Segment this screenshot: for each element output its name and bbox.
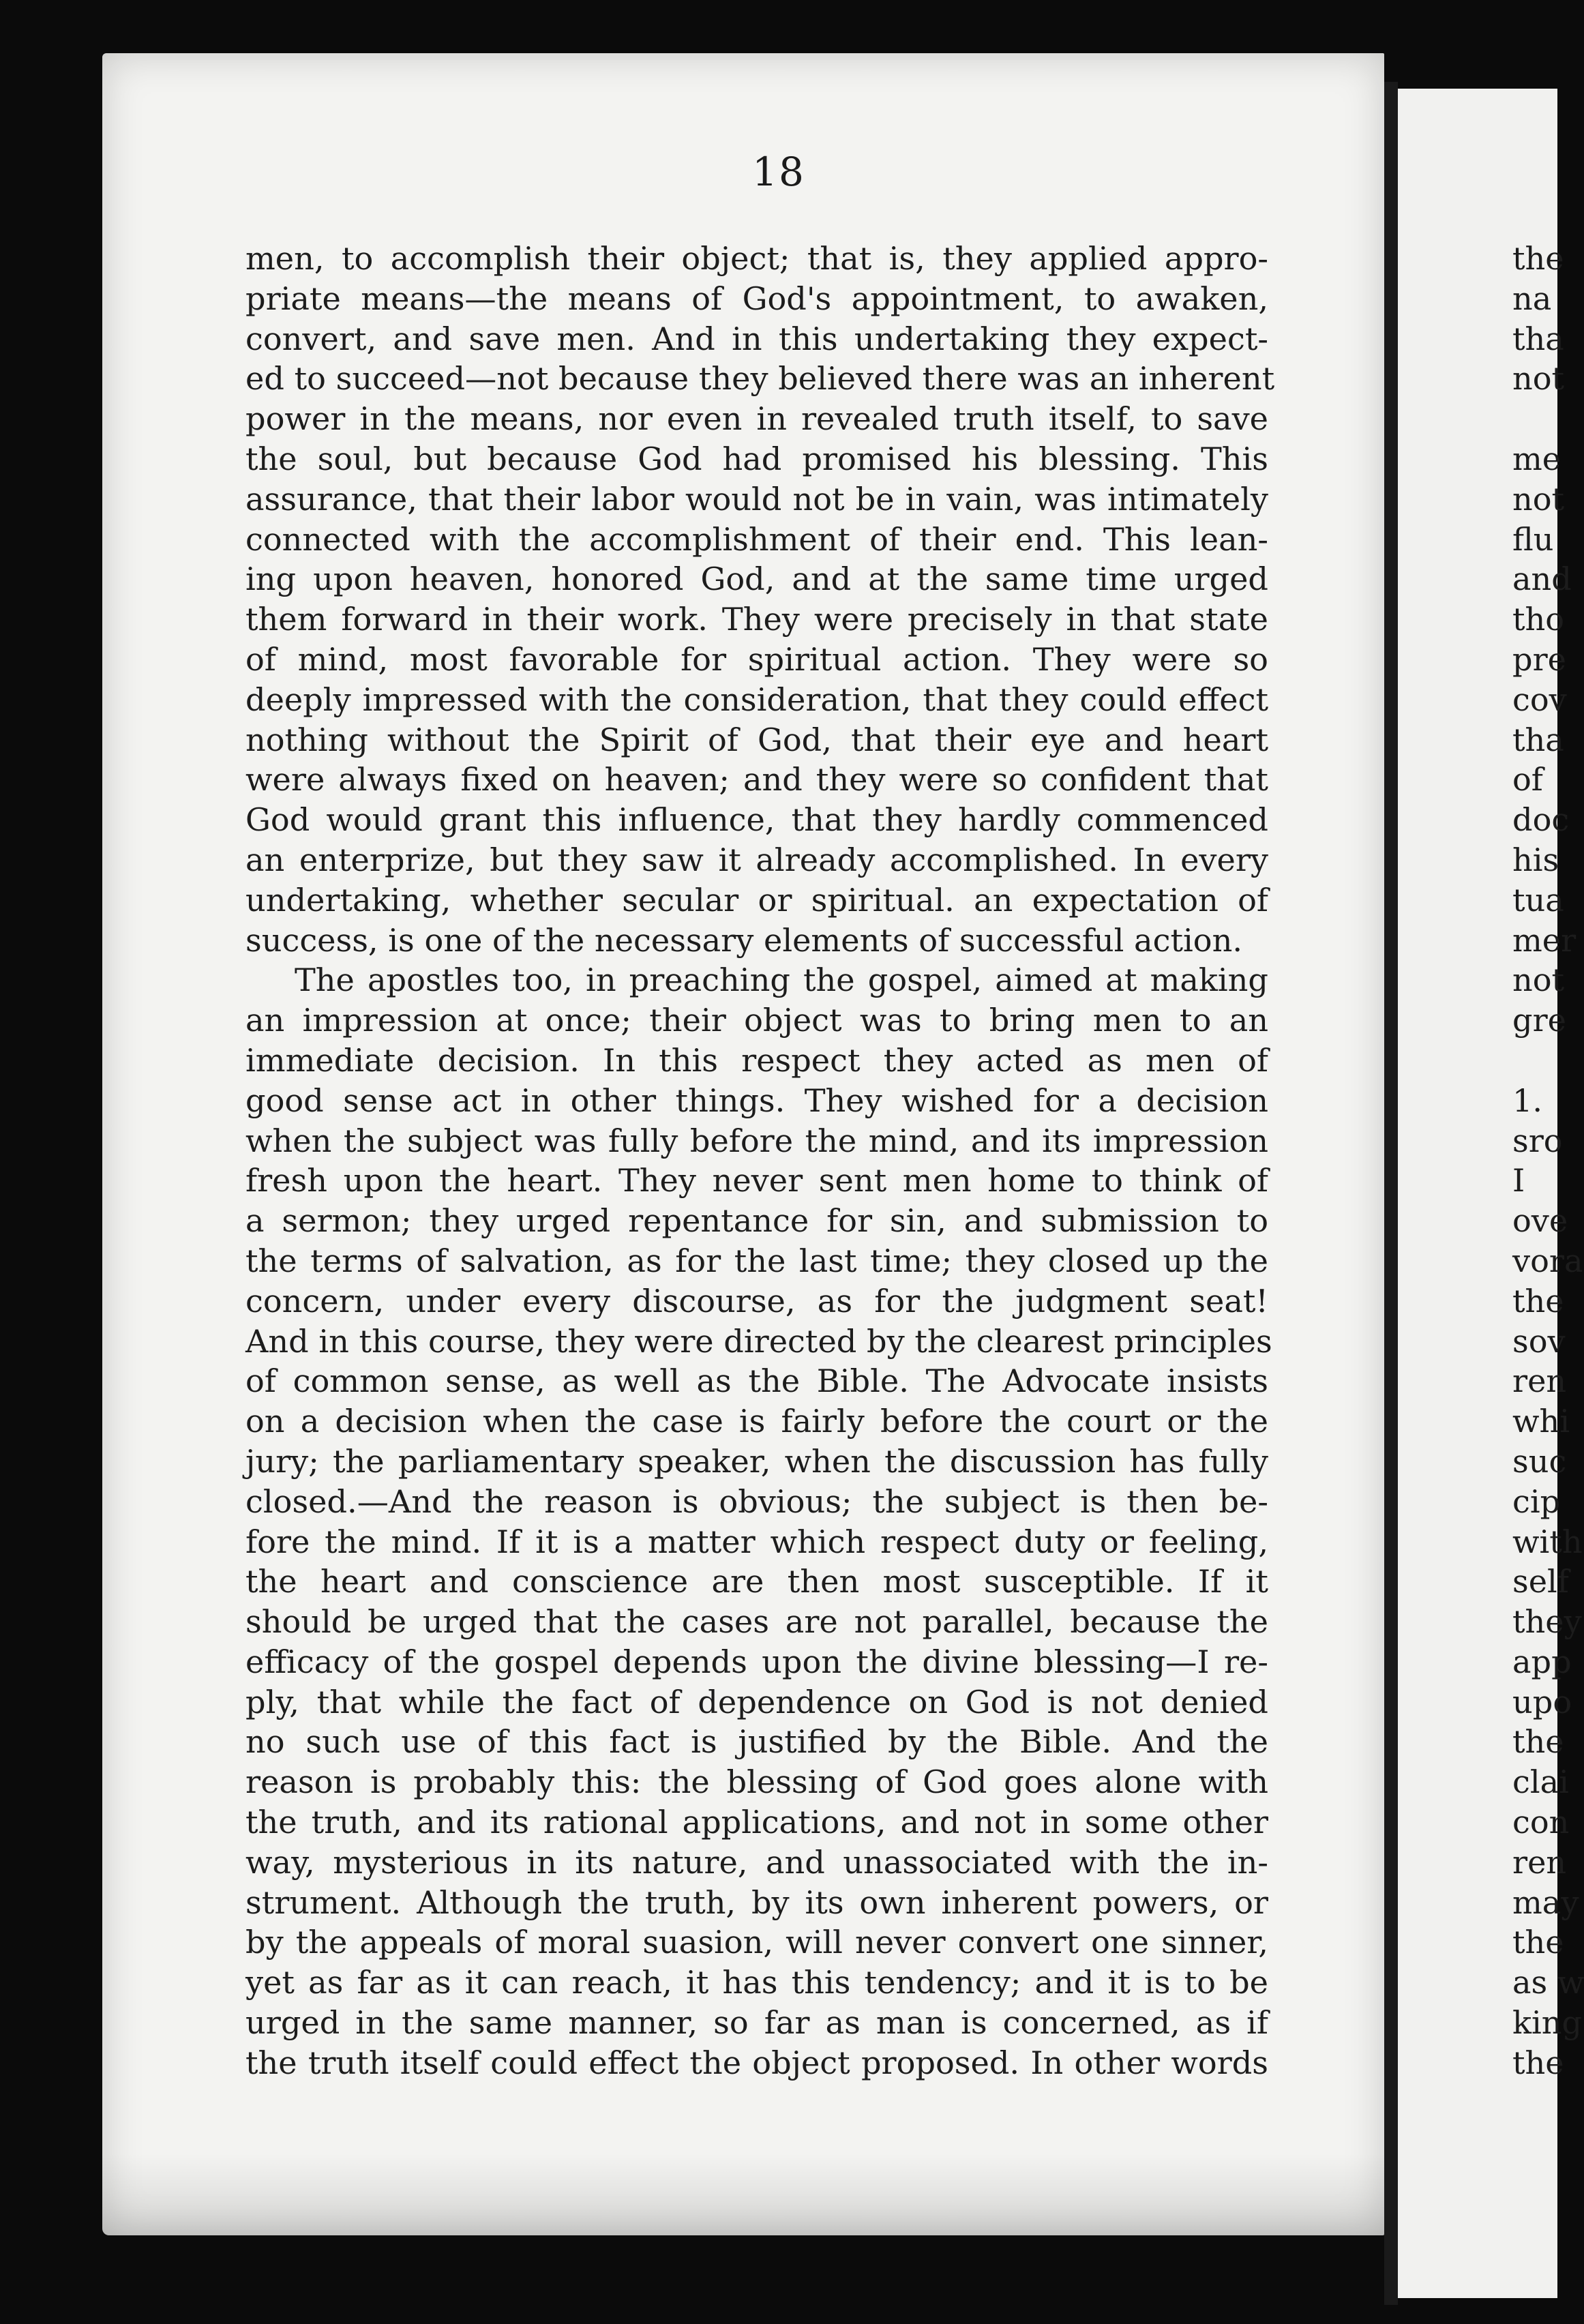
text-line: the truth, and its rational applications, and not in some other bbox=[245, 1804, 1268, 1841]
book-gutter bbox=[1384, 82, 1398, 2305]
text-line: closed.—And the reason is obvious; the subject is then be- bbox=[245, 1483, 1268, 1520]
text-line: way, mysterious in its nature, and unassociated with the in- bbox=[245, 1843, 1268, 1881]
text-line: efficacy of the gospel depends upon the divine blessing—I re- bbox=[245, 1643, 1268, 1680]
text-line: yet as far as it can reach, it has this tendency; and it is to be bbox=[245, 1964, 1268, 2001]
text-line: the terms of salvation, as for the last time; they closed up the bbox=[245, 1242, 1268, 1279]
right-page-fragment: self bbox=[1512, 1563, 1569, 1600]
text-line: convert, and save men. And in this undertaking they expect- bbox=[245, 320, 1268, 357]
text-line: fore the mind. If it is a matter which respect duty or feeling, bbox=[245, 1523, 1268, 1560]
text-line: priate means—the means of God's appointment, to awaken, bbox=[245, 280, 1268, 317]
right-page-fragment: of bbox=[1512, 761, 1543, 799]
text-line: ing upon heaven, honored God, and at the same time urged bbox=[245, 561, 1268, 598]
text-line: the soul, but because God had promised his blessing. This bbox=[245, 440, 1268, 477]
text-line: a sermon; they urged repentance for sin, and submission to bbox=[245, 1202, 1268, 1240]
right-page-fragment: cov bbox=[1512, 681, 1567, 718]
text-line: fresh upon the heart. They never sent men home to think of bbox=[245, 1162, 1268, 1200]
text-line: them forward in their work. They were precisely in that state bbox=[245, 601, 1268, 638]
right-page-fragment: me bbox=[1512, 440, 1561, 477]
text-line: connected with the accomplishment of their end. This lean- bbox=[245, 520, 1268, 558]
text-line: And in this course, they were directed by the clearest principles bbox=[245, 1322, 1272, 1360]
text-line: men, to accomplish their object; that is, they applied appro- bbox=[245, 240, 1268, 277]
right-page-fragment: tua bbox=[1512, 881, 1564, 919]
text-line: assurance, that their labor would not be in vain, was intimately bbox=[245, 480, 1268, 518]
right-page-fragment: the bbox=[1512, 240, 1564, 277]
right-page-fragment: sov bbox=[1512, 1322, 1566, 1360]
text-line: God would grant this influence, that they hardly commenced bbox=[245, 801, 1268, 839]
text-line: good sense act in other things. They wished for a decision bbox=[245, 1082, 1268, 1119]
text-line: success, is one of the necessary elements of successful action. bbox=[245, 921, 1243, 959]
right-page-fragment: 1. bbox=[1512, 1082, 1543, 1119]
right-page-fragment: may bbox=[1512, 1883, 1579, 1921]
right-page-fragment: ove bbox=[1512, 1202, 1568, 1240]
text-line: on a decision when the case is fairly before the court or the bbox=[245, 1403, 1268, 1440]
right-page-fragment: pre bbox=[1512, 640, 1566, 678]
text-line: concern, under every discourse, as for the judgment seat! bbox=[245, 1282, 1268, 1320]
right-page-fragment: ren bbox=[1512, 1843, 1567, 1881]
text-line: undertaking, whether secular or spiritual. an expectation of bbox=[245, 881, 1268, 919]
text-line: The apostles too, in preaching the gospel, aimed at making bbox=[295, 962, 1268, 999]
right-page-fragment: the bbox=[1512, 1924, 1564, 1961]
text-line: ply, that while the fact of dependence on God is not denied bbox=[245, 1683, 1268, 1720]
right-page-fragment: cip bbox=[1512, 1483, 1561, 1520]
text-line: immediate decision. In this respect they acted as men of bbox=[245, 1041, 1268, 1079]
text-line: ed to succeed—not because they believed there was an inherent bbox=[245, 360, 1275, 398]
right-page-fragment: mer bbox=[1512, 921, 1576, 959]
text-line: no such use of this fact is justified by the Bible. And the bbox=[245, 1723, 1268, 1761]
text-line: power in the means, nor even in revealed truth itself, to save bbox=[245, 400, 1268, 438]
right-page-fragment: tha bbox=[1512, 721, 1564, 758]
text-line: were always fixed on heaven; and they were so confident that bbox=[245, 761, 1268, 799]
right-page-fragment: as w bbox=[1512, 1964, 1584, 2001]
right-page-text-fragments bbox=[1512, 239, 1584, 2083]
right-page-fragment: not bbox=[1512, 360, 1565, 398]
right-page-fragment: ren bbox=[1512, 1362, 1567, 1400]
right-page-fragment: with bbox=[1512, 1523, 1583, 1560]
right-page-fragment: not bbox=[1512, 962, 1565, 999]
text-line: should be urged that the cases are not parallel, because the bbox=[245, 1603, 1268, 1641]
right-page-fragment: vora bbox=[1512, 1242, 1583, 1279]
right-page-fragment: doc bbox=[1512, 801, 1570, 839]
right-page-fragment: app bbox=[1512, 1643, 1572, 1680]
text-line: urged in the same manner, so far as man is concerned, as if bbox=[245, 2004, 1268, 2042]
right-page-fragment: whi bbox=[1512, 1403, 1570, 1440]
text-line: an enterprize, but they saw it already accomplished. In every bbox=[245, 841, 1268, 878]
right-page-fragment: the bbox=[1512, 1723, 1564, 1761]
text-line: reason is probably this: the blessing of God goes alone with bbox=[245, 1763, 1268, 1801]
right-page-fragment: con bbox=[1512, 1804, 1570, 1841]
right-page-fragment: king bbox=[1512, 2004, 1583, 2042]
text-line: nothing without the Spirit of God, that their eye and heart bbox=[245, 721, 1268, 758]
right-page-fragment: tho bbox=[1512, 601, 1565, 638]
right-page-fragment: sro bbox=[1512, 1122, 1563, 1159]
right-page-fragment: the bbox=[1512, 2044, 1564, 2081]
right-page-fragment: clai bbox=[1512, 1763, 1569, 1801]
text-line: of common sense, as well as the Bible. The Advocate insists bbox=[245, 1362, 1268, 1400]
text-line: when the subject was fully before the mind, and its impression bbox=[245, 1122, 1268, 1159]
text-line: the truth itself could effect the object proposed. In other words bbox=[245, 2044, 1268, 2081]
right-page-fragment: his bbox=[1512, 841, 1559, 878]
right-page-fragment: they bbox=[1512, 1603, 1582, 1641]
right-page-fragment: and bbox=[1512, 561, 1572, 598]
right-page-fragment bbox=[1512, 1041, 1557, 1081]
text-line: jury; the parliamentary speaker, when the discussion has fully bbox=[245, 1442, 1268, 1480]
text-line: an impression at once; their object was to bring men to an bbox=[245, 1002, 1268, 1039]
right-page-fragment: I bbox=[1512, 1162, 1525, 1200]
right-page-fragment bbox=[1512, 399, 1557, 439]
text-line: deeply impressed with the consideration, that they could effect bbox=[245, 681, 1268, 718]
right-page-fragment: upo bbox=[1512, 1683, 1572, 1720]
text-line: by the appeals of moral suasion, will never convert one sinner, bbox=[245, 1924, 1268, 1961]
text-line: of mind, most favorable for spiritual action. They were so bbox=[245, 640, 1268, 678]
right-page-fragment: the bbox=[1512, 1282, 1564, 1320]
right-page-fragment: gre bbox=[1512, 1002, 1566, 1039]
right-page-fragment: na bbox=[1512, 280, 1552, 317]
right-page-fragment: suc bbox=[1512, 1442, 1567, 1480]
main-text-block bbox=[245, 239, 1275, 2083]
text-line: the heart and conscience are then most susceptible. If it bbox=[245, 1563, 1268, 1600]
text-line: strument. Although the truth, by its own inherent powers, or bbox=[245, 1883, 1268, 1921]
right-page-fragment: tha bbox=[1512, 320, 1564, 357]
page-number: 18 bbox=[752, 149, 805, 195]
right-page-fragment: not bbox=[1512, 480, 1565, 518]
right-page-fragment: flu bbox=[1512, 520, 1554, 558]
